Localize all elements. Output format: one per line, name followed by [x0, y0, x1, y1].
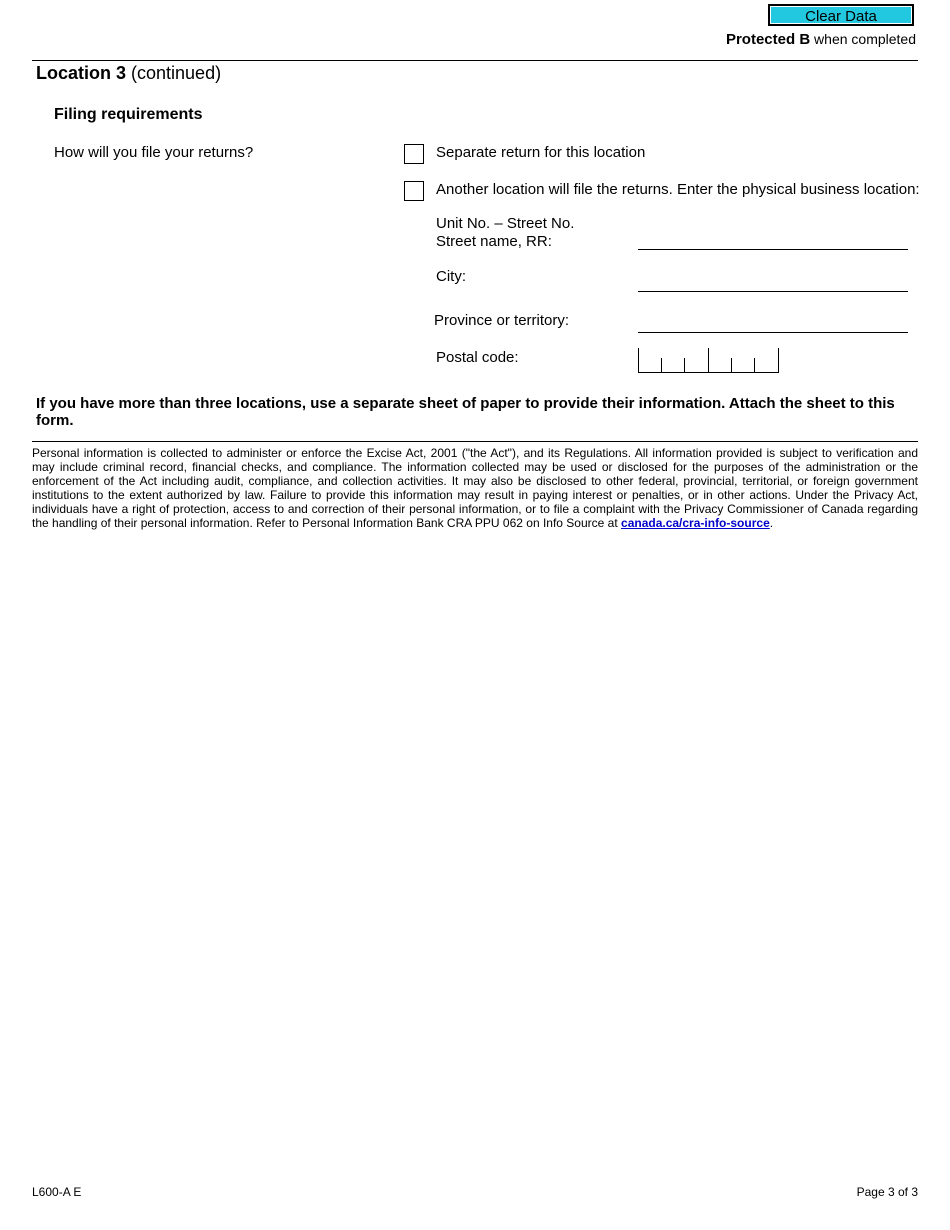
- privacy-end: .: [769, 516, 774, 530]
- info-source-link[interactable]: canada.ca/cra-info-source: [621, 516, 770, 530]
- privacy-divider: [32, 441, 918, 442]
- more-locations-notice: If you have more than three locations, use a separate sheet of paper to provide their information. Attach the sheet to this form.: [36, 395, 895, 429]
- top-divider: [32, 60, 918, 61]
- street-label-line2: Street name, RR:: [436, 233, 552, 250]
- section-title-rest: (continued): [126, 63, 222, 83]
- page-number: Page 3 of 3: [856, 1185, 918, 1199]
- street-label: [436, 215, 574, 251]
- file-returns-question: How will you file your returns?: [54, 144, 254, 161]
- postal-code-label: Postal code:: [436, 349, 519, 366]
- separate-return-label: Separate return for this location: [436, 144, 646, 161]
- form-identifier: L600-A E: [32, 1185, 82, 1199]
- section-title-bold: Location 3: [36, 63, 127, 83]
- protected-suffix: when completed: [810, 31, 916, 47]
- another-location-checkbox[interactable]: [404, 181, 424, 201]
- city-label: City:: [436, 268, 466, 285]
- postal-tick: [754, 358, 755, 372]
- city-input[interactable]: [638, 291, 908, 292]
- protected-b-label: Protected B: [725, 31, 811, 48]
- filing-requirements-heading: Filing requirements: [54, 106, 203, 123]
- postal-code-input[interactable]: [638, 348, 779, 373]
- privacy-statement: [32, 446, 918, 530]
- province-label: Province or territory:: [434, 312, 570, 329]
- street-label-line1: Unit No. – Street No.: [436, 215, 575, 232]
- postal-tick: [684, 358, 685, 372]
- separate-return-checkbox[interactable]: [404, 144, 424, 164]
- postal-separator: [708, 348, 709, 372]
- postal-tick: [661, 358, 662, 372]
- province-input[interactable]: [638, 332, 908, 333]
- protected-status: [726, 31, 916, 48]
- street-input[interactable]: [638, 249, 908, 250]
- another-location-label: Another location will file the returns. Enter the physical business location:: [436, 181, 920, 198]
- postal-tick: [731, 358, 732, 372]
- privacy-text: Personal information is collected to administer or enforce the Excise Act, 2001 ("the Act"), and its Regulations. All information provided is subject to verification and may include criminal record, financial checks, and compliance. The information collected may be used or disclosed for the purposes of the administration or the enforcement of the Act including audit, compliance, and collection activities. It may also be disclosed to other federal, provincial, territorial, or foreign government institutions to the extent authorized by law. Failure to provide this information may result in paying interest or penalties, or in other actions. Under the Privacy Act, individuals have a right of protection, access to and correction of their personal information, or to file a complaint with the Privacy Commissioner of Canada regarding the handling of their personal information. Refer to Personal Information Bank CRA PPU 062 on Info Source at: [32, 446, 918, 530]
- clear-data-button[interactable]: Clear Data: [768, 4, 914, 26]
- section-title: [36, 63, 221, 84]
